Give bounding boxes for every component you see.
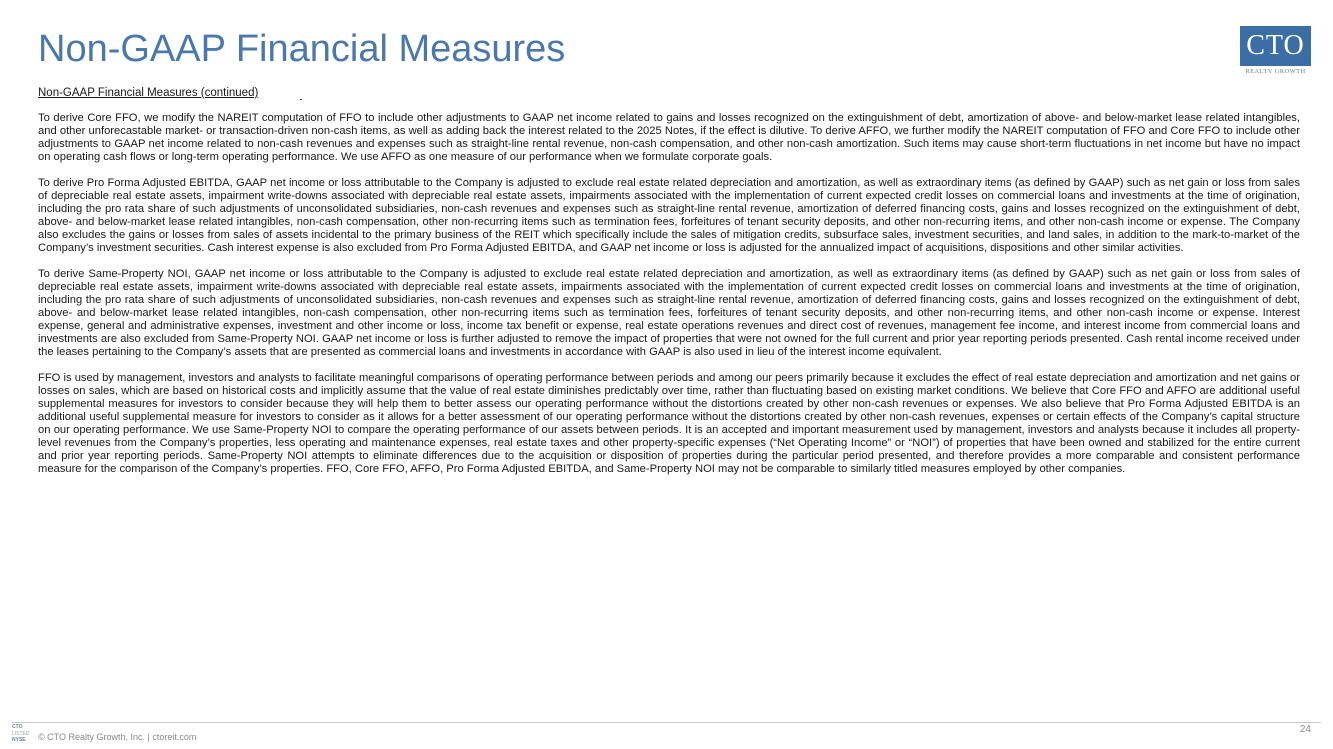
footer-copyright: © CTO Realty Growth, Inc. | ctoreit.com	[38, 732, 197, 742]
paragraph-ffo-usage: FFO is used by management, investors and analysts to facilitate meaningful comparisons of operating performance between periods and among our peers primarily because it excludes the effect of real estate depreciation and amortization and net gains or losses on sales, which are based on historical costs and implicitly assume that the value of real estate diminishes predictably over time, rather than fluctuating based on existing market conditions. We believe that Core FFO and AFFO are additional useful supplemental measures for investors to consider because they will help them to better assess our operating performance without the distortions created by other non-cash revenues or expenses. We also believe that Pro Forma Adjusted EBITDA is an additional useful supplemental measure for investors to consider as it allows for a better assessment of our operating performance without the distortions created by other non-cash revenues, expenses or certain effects of the Company’s capital structure on our operating performance. We use Same-Property NOI to compare the operating performance of our assets between periods. It is an accepted and important measurement used by management, investors and analysts because it includes all property-level revenues from the Company’s properties, less operating and maintenance expenses, real estate taxes and other property-specific expenses (“Net Operating Income” or “NOI”) of properties that have been owned and stabilized for the entire current and prior year reporting periods. Same-Property NOI attempts to eliminate differences due to the acquisition or disposition of properties during the particular period presented, and therefore provides a more comparable and consistent performance measure for the comparison of the Company’s properties. FFO, Core FFO, AFFO, Pro Forma Adjusted EBITDA, and Same-Property NOI may not be comparable to similarly titled measures employed by other companies.	[38, 372, 1300, 475]
page-title: Non-GAAP Financial Measures	[38, 28, 566, 70]
footer-nyse-logo	[12, 724, 34, 746]
section-subtitle: Non-GAAP Financial Measures (continued)	[38, 87, 259, 99]
logo-tagline: REALTY GROWTH	[1245, 68, 1306, 75]
paragraph-core-ffo: To derive Core FFO, we modify the NAREIT computation of FFO to include other adjustments to GAAP net income related to gains and losses recognized on the extinguishment of debt, amortization of above- and below-market lease related intangibles, and other unforecastable market- or transaction-driven non-cash items, as well as adding back the interest related to the 2025 Notes, if the effect is dilutive. To derive AFFO, we further modify the NAREIT computation of FFO and Core FFO to include other adjustments to GAAP net income related to non-cash revenues and expenses such as straight-line rental revenue, non-cash compensation, and other non-cash amortization. Such items may cause short-term fluctuations in net income but have no impact on operating cash flows or long-term operating performance. We use AFFO as one measure of our performance when we formulate corporate goals.	[38, 112, 1300, 163]
footer-logo-bottom: NYSE	[12, 737, 26, 743]
company-logo	[1240, 26, 1311, 76]
footer-logo-mid: LISTED	[12, 730, 30, 737]
paragraph-same-property-noi: To derive Same-Property NOI, GAAP net income or loss attributable to the Company is adjusted to exclude real estate related depreciation and amortization, as well as extraordinary items (as defined by GAAP) such as net gain or loss from sales of depreciable real estate assets, impairment write-downs associated with depreciable real estate assets, impairments associated with the implementation of current expected credit losses on commercial loans and investments at the time of origination, including the pro rata share of such adjustments of unconsolidated subsidiaries, non-cash revenues and expenses such as straight-line rental revenue, amortization of deferred financing costs, gains and losses recognized on the extinguishment of debt, above- and below-market lease related intangibles, non-cash compensation, other non-recurring items such as termination fees, forfeitures of tenant security deposits, and other non-recurring items, and other non-cash income or expense. Interest expense, general and administrative expenses, investment and other income or loss, income tax benefit or expense, real estate operations revenues and direct cost of revenues, management fee income, and interest income from commercial loans and investments are also excluded from Same-Property NOI. GAAP net income or loss is further adjusted to remove the impact of properties that were not owned for the full current and prior year reporting periods presented. Cash rental income received under the leases pertaining to the Company’s assets that are presented as commercial loans and investments in accordance with GAAP is also used in lieu of the interest income equivalent.	[38, 268, 1300, 358]
paragraph-pro-forma-ebitda: To derive Pro Forma Adjusted EBITDA, GAAP net income or loss attributable to the Company is adjusted to exclude real estate related depreciation and amortization, as well as extraordinary items (as defined by GAAP) such as net gain or loss from sales of depreciable real estate assets, impairment write-downs associated with depreciable real estate assets, impairments associated with the implementation of current expected credit losses on commercial loans and investments at the time of origination, including the pro rata share of such adjustments of unconsolidated subsidiaries, non-cash revenues and expenses such as straight-line rental revenue, amortization of deferred financing costs, gains and losses recognized on the extinguishment of debt, above- and below-market lease related intangibles, non-cash compensation, other non-recurring items such as termination fees, forfeitures of tenant security deposits, and other non-recurring items, and other non-cash income or expense. The Company also excludes the gains or losses from sales of assets incidental to the primary business of the REIT which specifically include the sales of mitigation credits, subsurface sales, investment securities, and land sales, in addition to the mark-to-market of the Company’s investment securities. Cash interest expense is also excluded from Pro Forma Adjusted EBITDA, and GAAP net income or loss is adjusted for the annualized impact of acquisitions, dispositions and other similar activities.	[38, 177, 1300, 254]
decorative-dot	[300, 99, 302, 100]
footer-logo-top: CTO	[12, 724, 23, 730]
page-number: 24	[1299, 724, 1311, 735]
footer-divider	[12, 722, 1321, 723]
body-text	[38, 112, 1300, 489]
logo-mark: CTO	[1240, 26, 1311, 66]
